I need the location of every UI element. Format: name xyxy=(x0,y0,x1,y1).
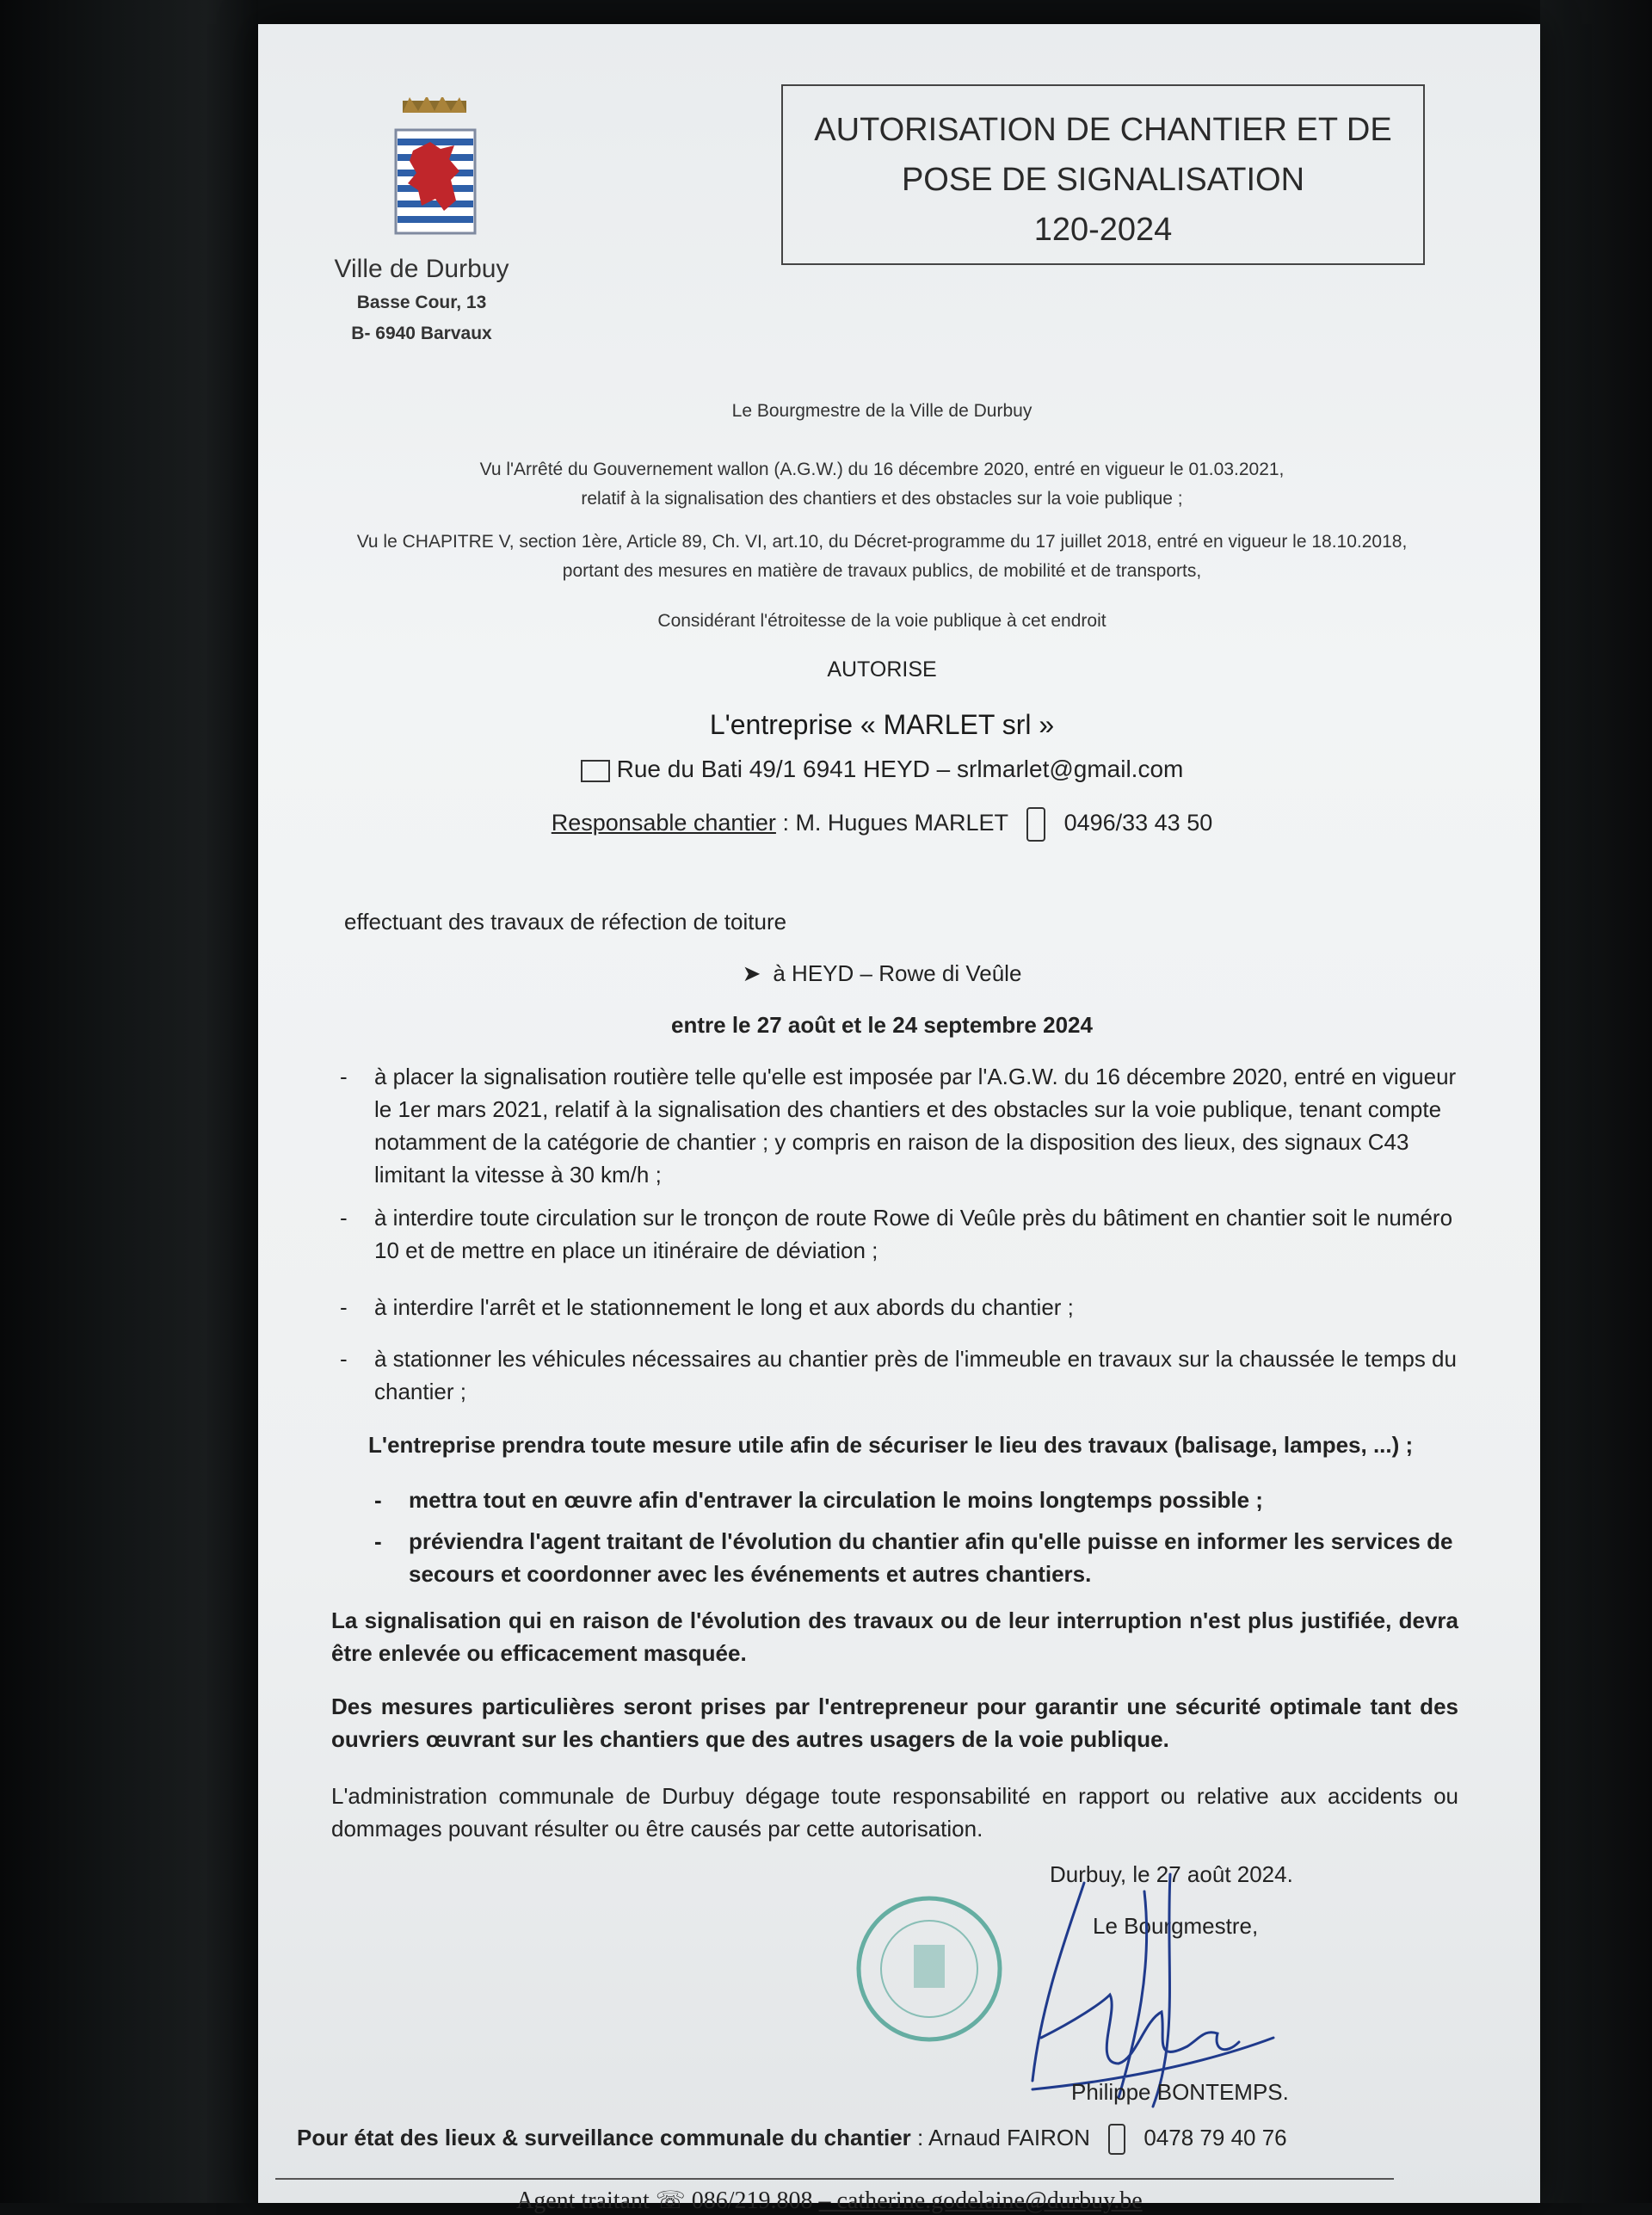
condition-text: à stationner les véhicules nécessaires au chantier près de l'immeuble en travaux sur la chaussée le temps du chantier ; xyxy=(374,1346,1457,1404)
telephone-icon: ☏ xyxy=(655,2187,686,2214)
address-line-2: B- 6940 Barvaux xyxy=(351,324,492,343)
paragraph-signage: La signalisation qui en raison de l'évolution des travaux ou de leur interruption n'est plus justifiée, devra être enlevée ou efficacement masquée. xyxy=(331,1607,1458,1666)
company-address: Rue du Bati 49/1 6941 HEYD – srlmarlet@gmail.com xyxy=(616,756,1184,782)
place-date: Durbuy, le 27 août 2024. xyxy=(1050,1861,1293,1887)
manager-label: Responsable chantier xyxy=(551,810,776,836)
title-number: 120-2024 xyxy=(1033,212,1173,248)
surveillance-name: : Arnaud FAIRON xyxy=(917,2124,1090,2150)
condition-text: à interdire l'arrêt et le stationnement le long et aux abords du chantier ; xyxy=(374,1294,1074,1320)
measure-item: - préviendra l'agent traitant de l'évolution du chantier afin qu'elle puisse en informer les services de secours et coordonner avec les événements et autres chantiers. xyxy=(374,1528,1453,1587)
legal-basis-1a: Vu l'Arrêté du Gouvernement wallon (A.G.W.) du 16 décembre 2020, entré en vigueur le 01.03.2021, xyxy=(479,460,1285,479)
legal-basis-1b: relatif à la signalisation des chantiers et des obstacles sur la voie publique ; xyxy=(581,489,1183,509)
agent-label: Agent traitant xyxy=(516,2187,650,2214)
considering-line: Considérant l'étroitesse de la voie publique à cet endroit xyxy=(657,611,1106,631)
paragraph-safety: Des mesures particulières seront prises par l'entrepreneur pour garantir une sécurité optimale tant des ouvriers œuvrant sur les chantiers que des autres usagers de la voie publique. xyxy=(331,1694,1458,1752)
legal-basis-2a: Vu le CHAPITRE V, section 1ère, Article 89, Ch. VI, art.10, du Décret-programme du 17 juillet 2018, entré en vigueur le 18.10.2018, xyxy=(356,532,1408,552)
town-name: Ville de Durbuy xyxy=(334,255,509,283)
document-sheet xyxy=(258,24,1540,2214)
condition-item: - à interdire toute circulation sur le tronçon de route Rowe di Veûle près du bâtiment en chantier soit le numéro 10 et de mettre en place un itinéraire de déviation ; xyxy=(340,1205,1453,1263)
company-address-row xyxy=(258,756,1506,783)
durbuy-coat-of-arms-icon xyxy=(387,97,482,274)
works-period: entre le 27 août et le 24 septembre 2024 xyxy=(671,1012,1093,1038)
condition-item: - à interdire l'arrêt et le stationnement le long et aux abords du chantier ; xyxy=(340,1294,1074,1320)
signatory-name: Philippe BONTEMPS. xyxy=(1071,2079,1289,2105)
condition-text: à placer la signalisation routière telle qu'elle est imposée par l'A.G.W. du 16 décembre 2020, entré en vigueur le 1er mars 2021, relatif à la signalisation des chantiers et des obstacles sur la voie publique, tenant compte notamment de la catégorie de chantier ; y compris en raison de la disposition des lieux, des signaux C43 limitant la vitesse à 30 km/h ; xyxy=(374,1064,1457,1188)
agent-phone: 086/219.808 xyxy=(691,2187,813,2214)
footer-divider xyxy=(275,2178,1394,2180)
title-line-2: POSE DE SIGNALISATION xyxy=(901,162,1305,198)
measure-text: préviendra l'agent traitant de l'évolution du chantier afin qu'elle puisse en informer les services de secours et coordonner avec les événements et autres chantiers. xyxy=(409,1528,1453,1587)
mobile-phone-icon xyxy=(1026,807,1045,842)
agent-email[interactable]: – catherine.godelaine@durbuy.be xyxy=(818,2187,1143,2214)
manager-name: : M. Hugues MARLET xyxy=(782,810,1008,836)
works-location: à HEYD – Rowe di Veûle xyxy=(773,960,1022,986)
municipal-stamp-icon xyxy=(852,1891,1007,2046)
handwritten-signature xyxy=(1015,1866,1308,2115)
document-title-box xyxy=(781,84,1425,265)
paragraph-liability: L'administration communale de Durbuy dégage toute responsabilité en rapport ou relative aux accidents ou dommages pouvant résulter ou être causés par cette autorisation. xyxy=(331,1783,1458,1842)
mail-icon xyxy=(581,760,610,782)
issuer-line: Le Bourgmestre de la Ville de Durbuy xyxy=(731,401,1032,421)
left-frame-background xyxy=(0,0,258,2203)
works-description: effectuant des travaux de réfection de toiture xyxy=(344,909,787,935)
manager-row xyxy=(258,807,1506,842)
measures-intro: L'entreprise prendra toute mesure utile afin de sécuriser le lieu des travaux (balisage, lampes, ...) ; xyxy=(368,1432,1414,1458)
title-line-1: AUTORISATION DE CHANTIER ET DE xyxy=(814,112,1392,148)
company-line: L'entreprise « MARLET srl » xyxy=(709,709,1055,740)
signatory-role: Le Bourgmestre, xyxy=(1093,1913,1259,1939)
agent-row xyxy=(516,2186,1143,2215)
manager-phone: 0496/33 43 50 xyxy=(1063,810,1213,836)
condition-item: - à placer la signalisation routière telle qu'elle est imposée par l'A.G.W. du 16 décembre 2020, entré en vigueur le 1er mars 2021, relatif à la signalisation des chantiers et des obstacles sur la voie publique, tenant compte notamment de la catégorie de chantier ; y compris en raison de la disposition des lieux, des signaux C43 limitant la vitesse à 30 km/h ; xyxy=(340,1064,1457,1188)
mobile-phone-icon xyxy=(1108,2124,1125,2155)
condition-item: - à stationner les véhicules nécessaires au chantier près de l'immeuble en travaux sur la chaussée le temps du chantier ; xyxy=(340,1346,1457,1404)
legal-basis-2b: portant des mesures en matière de travaux publics, de mobilité et de transports, xyxy=(562,561,1202,581)
condition-text: à interdire toute circulation sur le tronçon de route Rowe di Veûle près du bâtiment en chantier soit le numéro 10 et de mettre en place un itinéraire de déviation ; xyxy=(374,1205,1453,1263)
authorizes-heading: AUTORISE xyxy=(827,657,937,682)
measure-text: mettra tout en œuvre afin d'entraver la circulation le moins longtemps possible ; xyxy=(409,1487,1263,1513)
measure-item: - mettra tout en œuvre afin d'entraver la circulation le moins longtemps possible ; xyxy=(374,1487,1263,1513)
address-line-1: Basse Cour, 13 xyxy=(356,293,487,312)
arrow-bullet-icon: ➤ xyxy=(742,960,761,986)
right-frame-background xyxy=(1540,0,1652,2203)
surveillance-row xyxy=(297,2124,1287,2155)
works-location-row xyxy=(258,960,1506,987)
surveillance-phone: 0478 79 40 76 xyxy=(1143,2124,1287,2150)
surveillance-label: Pour état des lieux & surveillance communale du chantier xyxy=(297,2124,911,2150)
